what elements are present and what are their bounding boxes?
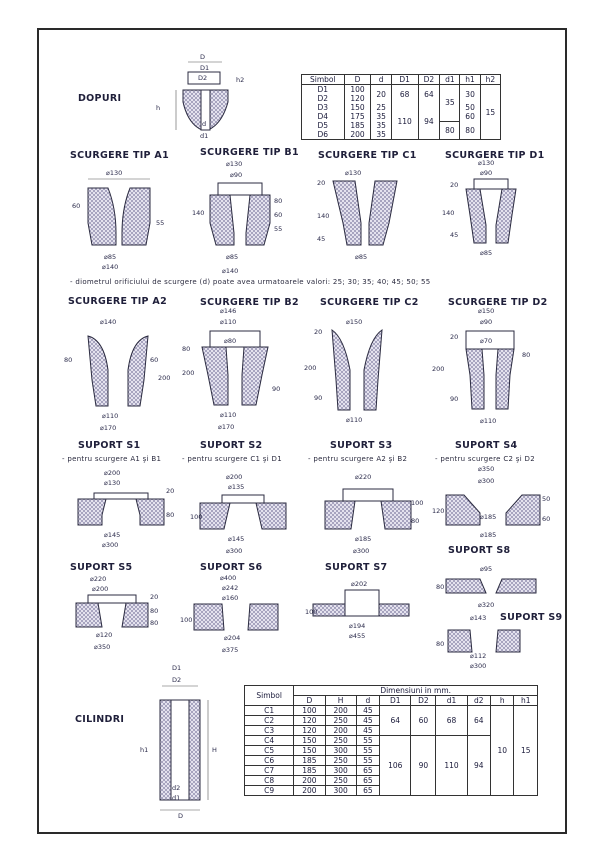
dop-label-d1: d1 [200,132,209,140]
table-cell: 35 [440,85,460,122]
s2-dim-2: ⌀135 [228,483,245,491]
a2-dim-side3: 200 [158,374,171,382]
table-cell: 80 [440,121,460,140]
b2-dim-bottom2: ⌀170 [218,423,235,431]
cil-col-D: D [294,696,325,706]
scurgere-a2-figure [62,310,172,435]
table-cell: 80 [460,121,480,140]
cil-col-D2: D2 [411,696,436,706]
dopuri-table [301,74,501,140]
d2-dim-bottom1: ⌀110 [480,417,497,425]
cilindri-figure [140,660,230,820]
s3-dim-3: ⌀300 [353,547,370,555]
table-cell: 30 [460,85,480,104]
d2-dim-side2: 200 [432,365,445,373]
table-cell: 200 [325,726,356,736]
s1-dim-4: ⌀300 [102,541,119,549]
b2-dim-side3: 90 [272,385,281,393]
suport-s3-note: - pentru scurgere A2 şi B2 [308,455,408,463]
table-cell: 120 [294,716,325,726]
scurgere-b1-figure [190,160,300,278]
cil-label-d2: d2 [172,784,181,792]
cil-label-D2: D2 [172,676,182,684]
a1-dim-side1: 60 [72,202,81,210]
table-part [302,85,501,104]
dopuri-header-d1: d1 [440,75,460,85]
suport-s1-note: - pentru scurgere A1 şi B1 [62,455,162,463]
cil-col-h1: h1 [514,696,538,706]
table-cell: C8 [245,776,294,786]
cil-col-H: H [325,696,356,706]
scurgere-c1-figure [315,163,415,263]
s1-dim-1: ⌀200 [104,469,121,477]
b2-dim-bottom1: ⌀110 [220,411,237,419]
table-cell: 94 [467,736,490,796]
d2-dim-inner: ⌀70 [480,337,493,345]
dop-label-D1: D1 [200,64,210,72]
b2-dim-side2: 200 [182,369,195,377]
suport-s2-figure [190,465,300,560]
table-cell: 68 [391,85,418,104]
s3-side-1: 100 [411,499,424,507]
s1-side-2: 80 [166,511,175,519]
table-cell: 10 [491,706,514,796]
b2-dim-inner: ⌀80 [224,337,237,345]
table-part [302,75,501,85]
cil-header-simbol: Simbol [245,686,294,706]
a2-dim-top: ⌀140 [100,318,117,326]
d1-dim-top: ⌀130 [478,159,495,167]
scurgere-b2-figure [180,305,290,435]
s5-dim-3: ⌀120 [96,631,113,639]
a2-dim-side2: 60 [150,356,159,364]
table-cell: C4 [245,736,294,746]
suport-s4-title: SUPORT S4 [455,440,518,451]
cil-label-D1: D1 [172,664,182,672]
s3-dim-1: ⌀220 [355,473,372,481]
s5-side-1: 20 [150,593,159,601]
table-cell: 60 [411,706,436,736]
table-cell: 64 [380,706,411,736]
table-cell: 45 [356,716,379,726]
table-cell: 150 [294,746,325,756]
s9-dim-3: ⌀300 [470,662,487,670]
table-cell: C7 [245,766,294,776]
table-cell: D5 D6 [302,121,345,140]
table-cell: 55 [356,756,379,766]
scurgere-b1-title: SCURGERE TIP B1 [200,147,299,158]
table-cell: 185 200 [344,121,371,140]
table-part [245,686,538,696]
cil-col-d1: d1 [436,696,467,706]
dop-label-h2: h2 [236,76,245,84]
s1-dim-3: ⌀145 [104,531,121,539]
table-cell: D3 D4 [302,103,345,121]
a1-dim-bottom1: ⌀85 [104,253,117,261]
c1-dim-side2: 140 [317,212,330,220]
cil-col-h: h [491,696,514,706]
table-cell: 55 [356,736,379,746]
table-cell: 106 [380,736,411,796]
s4-dim-3: ⌀185 [480,513,497,521]
s7-dim-1: ⌀202 [351,580,368,588]
table-cell: 15 [480,85,500,140]
suport-s9-figure [436,612,540,672]
b1-dim-bottom1: ⌀85 [226,253,239,261]
scurgere-d1-title: SCURGERE TIP D1 [445,150,545,161]
table-row [245,706,538,716]
a2-dim-bottom1: ⌀110 [102,412,119,420]
c1-dim-side1: 20 [317,179,326,187]
table-cell: 185 [294,766,325,776]
dopuri-figure [150,52,250,142]
table-cell: C5 [245,746,294,756]
suport-s6-title: SUPORT S6 [200,562,263,573]
cil-label-D: D [178,812,184,820]
d1-dim-side1: 20 [450,181,459,189]
suport-s9-title: SUPORT S9 [500,612,563,623]
s5-side-3: 80 [150,619,159,627]
table-cell: D1 D2 [302,85,345,104]
dopuri-header-D2: D2 [418,75,440,85]
table-cell: 300 [325,766,356,776]
table-cell: 35 35 [371,121,391,140]
table-cell: 25 35 [371,103,391,121]
dopuri-header-simbol: Simbol [302,75,345,85]
b1-dim-bottom2: ⌀140 [222,267,239,275]
dopuri-header-h2: h2 [480,75,500,85]
table-cell: C1 [245,706,294,716]
cil-label-h1: h1 [140,746,149,754]
dop-label-D2: D2 [198,74,208,82]
s5-dim-1: ⌀220 [90,575,107,583]
s9-side-1: 80 [436,640,445,648]
a1-dim-top: ⌀130 [106,169,123,177]
cil-label-d1: d1 [172,794,181,802]
s4-dim-1: ⌀350 [478,465,495,473]
s7-side-1: 100 [305,608,318,616]
dopuri-title: DOPURI [78,93,122,104]
suport-s1-title: SUPORT S1 [78,440,141,451]
s6-side-1: 100 [180,616,193,624]
suport-s7-title: SUPORT S7 [325,562,388,573]
table-cell: 55 [356,746,379,756]
suport-s4-figure [432,465,551,555]
s1-side-1: 20 [166,487,175,495]
s5-dim-2: ⌀200 [92,585,109,593]
s2-side-1: 100 [190,513,203,521]
table-cell: 185 [294,756,325,766]
table-cell: 200 [294,776,325,786]
d1-dim-mid: ⌀90 [480,169,493,177]
s7-dim-3: ⌀455 [349,632,366,640]
table-cell: 20 [371,85,391,104]
b1-dim-side3: 60 [274,211,283,219]
suport-s1-figure [70,465,180,555]
table-cell: 68 [436,706,467,736]
scurgere-d2-title: SCURGERE TIP D2 [448,297,548,308]
table-cell: C3 [245,726,294,736]
scurgere-a1-title: SCURGERE TIP A1 [70,150,169,161]
suport-s2-title: SUPORT S2 [200,440,263,451]
dopuri-header-D: D [344,75,371,85]
suport-s3-figure [315,465,425,560]
scurgere-a2-title: SCURGERE TIP A2 [68,296,167,307]
s7-dim-2: ⌀194 [349,622,366,630]
a2-dim-bottom2: ⌀170 [100,424,117,432]
suport-s8-figure [436,555,540,615]
table-part [302,103,501,121]
d2-dim-top: ⌀150 [478,307,495,315]
a2-dim-side1: 80 [64,356,73,364]
table-cell: 250 [325,736,356,746]
table-cell: 45 [356,726,379,736]
d1-dim-side2: 140 [442,209,455,217]
suport-s5-figure [68,575,178,655]
s6-dim-2: ⌀242 [222,584,239,592]
scurgere-c2-figure [300,310,410,425]
table-cell: 110 [436,736,467,796]
b2-dim-mid: ⌀110 [220,318,237,326]
s2-dim-1: ⌀200 [226,473,243,481]
table-cell: 15 [514,706,538,796]
s2-dim-4: ⌀300 [226,547,243,555]
cilindri-table [244,685,538,796]
table-cell: 150 175 [344,103,371,121]
dop-label-h: h [156,104,161,112]
cil-col-d: d [356,696,379,706]
suport-s2-note: - pentru scurgere C1 şi D1 [182,455,282,463]
c2-dim-side1: 20 [314,328,323,336]
table-cell: 90 [411,736,436,796]
c2-dim-bottom1: ⌀110 [346,416,363,424]
b2-dim-top: ⌀146 [220,307,237,315]
dopuri-header-D1: D1 [391,75,418,85]
b1-dim-side4: 55 [274,225,283,233]
scurgere-c1-title: SCURGERE TIP C1 [318,150,417,161]
cilindri-title: CILINDRI [75,714,125,725]
s4-side-1: 120 [432,507,445,515]
b1-dim-side1: 140 [192,209,205,217]
diameter-note: - diometrul orificiului de scurgere (d) poate avea urmatoarele valori: 25; 30; 35; 40; 45; 50; 55 [70,278,431,286]
table-cell: 300 [325,746,356,756]
suport-s7-figure [305,570,415,645]
table-cell: 94 [418,103,440,140]
s8-dim-1: ⌀95 [480,565,493,573]
table-cell: 64 [418,85,440,104]
s2-dim-3: ⌀145 [228,535,245,543]
s6-dim-1: ⌀400 [220,574,237,582]
cil-col-D1: D1 [380,696,411,706]
s5-dim-4: ⌀350 [94,643,111,651]
s6-dim-4: ⌀204 [224,634,241,642]
s4-side-3: 60 [542,515,551,523]
scurgere-d2-figure [430,305,540,430]
s5-side-2: 80 [150,607,159,615]
s3-dim-2: ⌀185 [355,535,372,543]
suport-s8-title: SUPORT S8 [448,545,511,556]
table-cell: 300 [325,786,356,796]
suport-s6-figure [180,570,290,655]
table-cell: C2 [245,716,294,726]
table-cell: 200 [325,706,356,716]
table-cell: 100 120 [344,85,371,104]
table-cell: 200 [294,786,325,796]
table-cell: 64 [467,706,490,736]
b1-dim-side2: 80 [274,197,283,205]
table-cell: 250 [325,776,356,786]
b1-dim-top: ⌀130 [226,160,243,168]
c2-dim-top: ⌀150 [346,318,363,326]
table-cell: 250 [325,756,356,766]
suport-s5-title: SUPORT S5 [70,562,133,573]
dop-label-D: D [200,53,206,61]
d2-dim-side1: 20 [450,333,459,341]
cil-header-group: Dimensiuni in mm. [294,686,538,696]
c1-dim-top: ⌀130 [345,169,362,177]
cil-label-H: H [212,746,217,754]
table-cell: 120 [294,726,325,736]
table-cell: 65 [356,786,379,796]
scurgere-d1-figure [440,155,540,265]
s4-dim-4: ⌀185 [480,531,497,539]
b1-dim-mid: ⌀90 [230,171,243,179]
b2-dim-side1: 80 [182,345,191,353]
scurgere-c2-title: SCURGERE TIP C2 [320,297,419,308]
s9-dim-2: ⌀112 [470,652,487,660]
scurgere-a1-figure [70,163,180,278]
table-cell: 65 [356,766,379,776]
c1-dim-side3: 45 [317,235,326,243]
table-cell: 100 [294,706,325,716]
s4-side-2: 50 [542,495,551,503]
table-cell: 45 [356,706,379,716]
s8-dim-2: ⌀320 [478,601,495,609]
d1-dim-bottom1: ⌀85 [480,249,493,257]
table-cell: 110 [391,103,418,140]
c2-dim-side2: 200 [304,364,317,372]
s8-side-1: 80 [436,583,445,591]
d2-dim-mid: ⌀90 [480,318,493,326]
cil-col-d2: d2 [467,696,490,706]
dop-label-d: d [202,120,207,128]
table-cell: 250 [325,716,356,726]
a1-dim-bottom2: ⌀140 [102,263,119,271]
table-cell: 150 [294,736,325,746]
s9-dim-1: ⌀143 [470,614,487,622]
table-cell: C9 [245,786,294,796]
c2-dim-side3: 90 [314,394,323,402]
a1-dim-side2: 55 [156,219,165,227]
d2-dim-side4: 80 [522,351,531,359]
s3-side-2: 80 [411,517,420,525]
table-cell: 50 60 [460,103,480,121]
table-cell: C6 [245,756,294,766]
suport-s3-title: SUPORT S3 [330,440,393,451]
s4-dim-2: ⌀300 [478,477,495,485]
c1-dim-bottom1: ⌀85 [355,253,368,261]
s6-dim-3: ⌀160 [222,594,239,602]
s6-dim-5: ⌀375 [222,646,239,654]
table-cell: 65 [356,776,379,786]
dopuri-header-d: d [371,75,391,85]
d2-dim-side3: 90 [450,395,459,403]
suport-s4-note: - pentru scurgere C2 şi D2 [435,455,535,463]
d1-dim-side3: 45 [450,231,459,239]
dopuri-header-h1: h1 [460,75,480,85]
s1-dim-2: ⌀130 [104,479,121,487]
scurgere-b2-title: SCURGERE TIP B2 [200,297,299,308]
